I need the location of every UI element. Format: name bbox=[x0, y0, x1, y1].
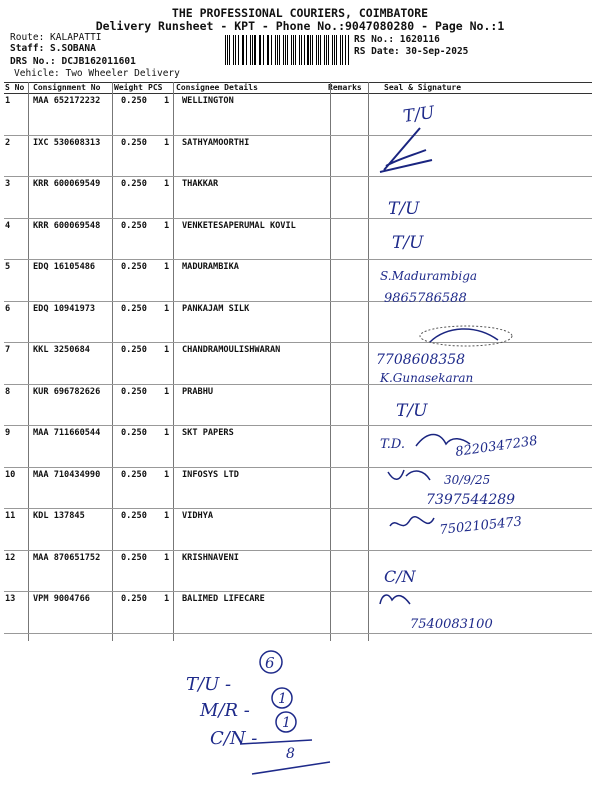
hw-row7-name: K.Gunasekaran bbox=[380, 371, 474, 385]
stamp-row6 bbox=[420, 326, 512, 346]
cell-sno: 12 bbox=[5, 552, 16, 563]
cell-sno: 5 bbox=[5, 262, 11, 272]
summary-cn-count: 1 bbox=[282, 715, 291, 731]
hw-row7-phone: 7708608358 bbox=[376, 352, 466, 368]
cell-pcs: 1 bbox=[164, 511, 170, 521]
col-divider bbox=[28, 82, 29, 641]
barcode-bar bbox=[275, 35, 276, 65]
barcode-bar bbox=[233, 35, 234, 65]
cell-weight: 0.250 bbox=[121, 220, 147, 231]
hw-row8: T/U bbox=[396, 401, 428, 421]
cell-sno: 4 bbox=[5, 220, 11, 231]
barcode-bar bbox=[250, 35, 251, 65]
summary-cn-circle bbox=[276, 712, 296, 732]
cell-pcs: 1 bbox=[164, 345, 170, 355]
cell-pcs: 1 bbox=[164, 137, 170, 148]
hw-row4: T/U bbox=[392, 233, 424, 253]
row-rule bbox=[4, 633, 592, 634]
cell-consignee: SATHYAMOORTHI bbox=[182, 137, 250, 148]
cell-consignee: SKT PAPERS bbox=[182, 428, 234, 438]
cell-consignment: MAA 870651752 bbox=[33, 552, 101, 563]
cell-pcs: 1 bbox=[164, 262, 170, 272]
col-sno: S No bbox=[5, 83, 25, 92]
row-rule bbox=[4, 550, 592, 551]
cell-consignee: BALIMED LIFECARE bbox=[182, 594, 265, 604]
hw-row10-phone: 7397544289 bbox=[426, 492, 516, 508]
barcode-bar bbox=[299, 35, 300, 65]
cell-pcs: 1 bbox=[164, 594, 170, 604]
barcode-bar bbox=[271, 35, 272, 65]
hw-row13-phone: 7540083100 bbox=[410, 617, 493, 632]
barcode-bar bbox=[225, 35, 226, 65]
cell-pcs: 1 bbox=[164, 469, 170, 480]
cell-consignment: MAA 711660544 bbox=[33, 428, 101, 438]
staff: Staff: S.SOBANA bbox=[10, 43, 96, 54]
col-divider bbox=[330, 82, 331, 641]
col-divider bbox=[173, 82, 174, 641]
col-seal-signature: Seal & Signature bbox=[384, 83, 462, 92]
cell-weight: 0.250 bbox=[121, 303, 147, 314]
cell-weight: 0.250 bbox=[121, 345, 147, 355]
cell-consignee: CHANDRAMOULISHWARAN bbox=[182, 345, 281, 355]
cell-consignee: VENKETESAPERUMAL KOVIL bbox=[182, 220, 296, 231]
cell-weight: 0.250 bbox=[121, 469, 147, 480]
col-consignment: Consignment No bbox=[33, 83, 101, 92]
cell-weight: 0.250 bbox=[121, 262, 147, 272]
hw-row5-name: S.Madurambiga bbox=[380, 269, 478, 283]
barcode-bar bbox=[254, 35, 255, 65]
signature-row6 bbox=[430, 329, 498, 342]
hw-row9-phone: 8220347238 bbox=[454, 433, 539, 460]
barcode-bar bbox=[246, 35, 247, 65]
cell-consignment: EDQ 16105486 bbox=[33, 262, 96, 272]
header-rule bbox=[4, 93, 592, 94]
barcode-bar bbox=[336, 35, 337, 65]
cell-weight: 0.250 bbox=[121, 594, 147, 604]
col-remarks: Remarks bbox=[328, 83, 362, 92]
row-rule bbox=[4, 425, 592, 426]
row-rule bbox=[4, 591, 592, 592]
col-weight: Weight bbox=[114, 83, 143, 92]
cell-consignment: MAA 710434990 bbox=[33, 469, 101, 480]
cell-sno: 8 bbox=[5, 386, 11, 397]
cell-pcs: 1 bbox=[164, 428, 170, 438]
cell-consignee: KRISHNAVENI bbox=[182, 552, 239, 563]
rs-date: RS Date: 30-Sep-2025 bbox=[354, 46, 469, 57]
cell-pcs: 1 bbox=[164, 303, 170, 314]
cell-consignment: IXC 530608313 bbox=[33, 137, 101, 148]
barcode-bar bbox=[307, 35, 308, 65]
col-pcs: PCS bbox=[148, 83, 163, 92]
barcode-bar bbox=[342, 35, 343, 65]
summary-mr-count: 1 bbox=[278, 691, 287, 707]
row-rule bbox=[4, 301, 592, 302]
cell-sno: 11 bbox=[5, 511, 16, 521]
cell-consignment: KUR 696782626 bbox=[33, 386, 101, 397]
signature-row13 bbox=[380, 595, 410, 604]
cell-sno: 10 bbox=[5, 469, 16, 480]
cell-weight: 0.250 bbox=[121, 386, 147, 397]
barcode-bar bbox=[235, 35, 236, 65]
row-rule bbox=[4, 467, 592, 468]
drs-number: DRS No.: DCJB162011601 bbox=[10, 56, 136, 67]
row-rule bbox=[4, 176, 592, 177]
cell-weight: 0.250 bbox=[121, 428, 147, 438]
cell-weight: 0.250 bbox=[121, 179, 147, 189]
cell-consignment: VPM 9004766 bbox=[33, 594, 90, 604]
cell-consignee: MADURAMBIKA bbox=[182, 262, 239, 272]
row-rule bbox=[4, 218, 592, 219]
cell-sno: 3 bbox=[5, 179, 11, 189]
row-rule bbox=[4, 135, 592, 136]
col-consignee: Consignee Details bbox=[176, 83, 258, 92]
cell-sno: 6 bbox=[5, 303, 11, 314]
barcode-bar bbox=[316, 35, 317, 65]
company-name: THE PROFESSIONAL COURIERS, COIMBATORE bbox=[171, 6, 429, 20]
cell-pcs: 1 bbox=[164, 220, 170, 231]
barcode-bar bbox=[328, 35, 329, 65]
col-divider bbox=[368, 82, 369, 641]
cell-consignee: PANKAJAM SILK bbox=[182, 303, 250, 314]
summary-underline bbox=[240, 740, 312, 744]
barcode bbox=[225, 35, 350, 65]
hw-row3: T/U bbox=[388, 199, 420, 219]
summary-total-underline bbox=[252, 762, 330, 774]
cell-consignee: THAKKAR bbox=[182, 179, 219, 189]
row-rule bbox=[4, 342, 592, 343]
summary-tu-label: T/U - bbox=[186, 674, 232, 695]
rs-number: RS No.: 1620116 bbox=[354, 34, 440, 45]
cell-pcs: 1 bbox=[164, 179, 170, 189]
signature-row9 bbox=[416, 435, 470, 447]
route: Route: KALAPATTI bbox=[10, 32, 102, 43]
hw-row10-date: 30/9/25 bbox=[444, 473, 491, 487]
table-top-rule bbox=[4, 82, 592, 83]
cell-consignee: WELLINGTON bbox=[182, 96, 234, 106]
cell-consignment: KRR 600069548 bbox=[33, 220, 101, 231]
cell-pcs: 1 bbox=[164, 552, 170, 563]
cell-consignment: KDL 137845 bbox=[33, 511, 85, 521]
hw-row1: T/U bbox=[401, 102, 436, 127]
barcode-bar bbox=[324, 35, 325, 65]
cell-consignment: EDQ 10941973 bbox=[33, 303, 96, 314]
col-divider bbox=[112, 82, 113, 641]
cell-sno: 7 bbox=[5, 345, 11, 355]
cell-consignment: KKL 3250684 bbox=[33, 345, 90, 355]
runsheet-title: Delivery Runsheet - KPT - Phone No.:9047080280 - Page No.:1 bbox=[95, 19, 505, 33]
cell-weight: 0.250 bbox=[121, 511, 147, 521]
hw-row5-phone: 9865786588 bbox=[384, 291, 467, 306]
summary-tu-count: 6 bbox=[265, 654, 275, 672]
hw-row9-sig: T.D. bbox=[380, 437, 405, 452]
cell-sno: 2 bbox=[5, 137, 11, 148]
summary-total: 8 bbox=[286, 746, 295, 762]
cell-consignee: VIDHYA bbox=[182, 511, 214, 521]
barcode-bar bbox=[279, 35, 280, 65]
cell-pcs: 1 bbox=[164, 96, 170, 106]
cell-consignment: MAA 652172232 bbox=[33, 96, 101, 106]
summary-mr-label: M/R - bbox=[200, 700, 250, 721]
cell-consignment: KRR 600069549 bbox=[33, 179, 101, 189]
cell-consignee: PRABHU bbox=[182, 386, 214, 397]
summary-mr-circle bbox=[272, 688, 292, 708]
barcode-bar bbox=[263, 35, 264, 65]
hw-row12: C/N bbox=[384, 567, 416, 586]
cell-weight: 0.250 bbox=[121, 552, 147, 563]
cell-weight: 0.250 bbox=[121, 137, 147, 148]
signature-row11 bbox=[390, 517, 434, 526]
row-rule bbox=[4, 508, 592, 509]
summary-cn-label: C/N - bbox=[210, 728, 258, 749]
hw-row11-phone: 7502105473 bbox=[438, 514, 523, 538]
cell-sno: 1 bbox=[5, 96, 11, 106]
row-rule bbox=[4, 259, 592, 260]
summary-tu-circle bbox=[260, 651, 282, 673]
barcode-bar bbox=[291, 35, 292, 65]
row-rule bbox=[4, 384, 592, 385]
cell-pcs: 1 bbox=[164, 386, 170, 397]
cell-weight: 0.250 bbox=[121, 96, 147, 106]
cell-consignee: INFOSYS LTD bbox=[182, 469, 239, 480]
signature-row10 bbox=[388, 470, 430, 480]
cell-sno: 9 bbox=[5, 428, 11, 438]
barcode-bar bbox=[295, 35, 296, 65]
vehicle: Vehicle: Two Wheeler Delivery bbox=[14, 68, 180, 79]
cell-sno: 13 bbox=[5, 594, 16, 604]
